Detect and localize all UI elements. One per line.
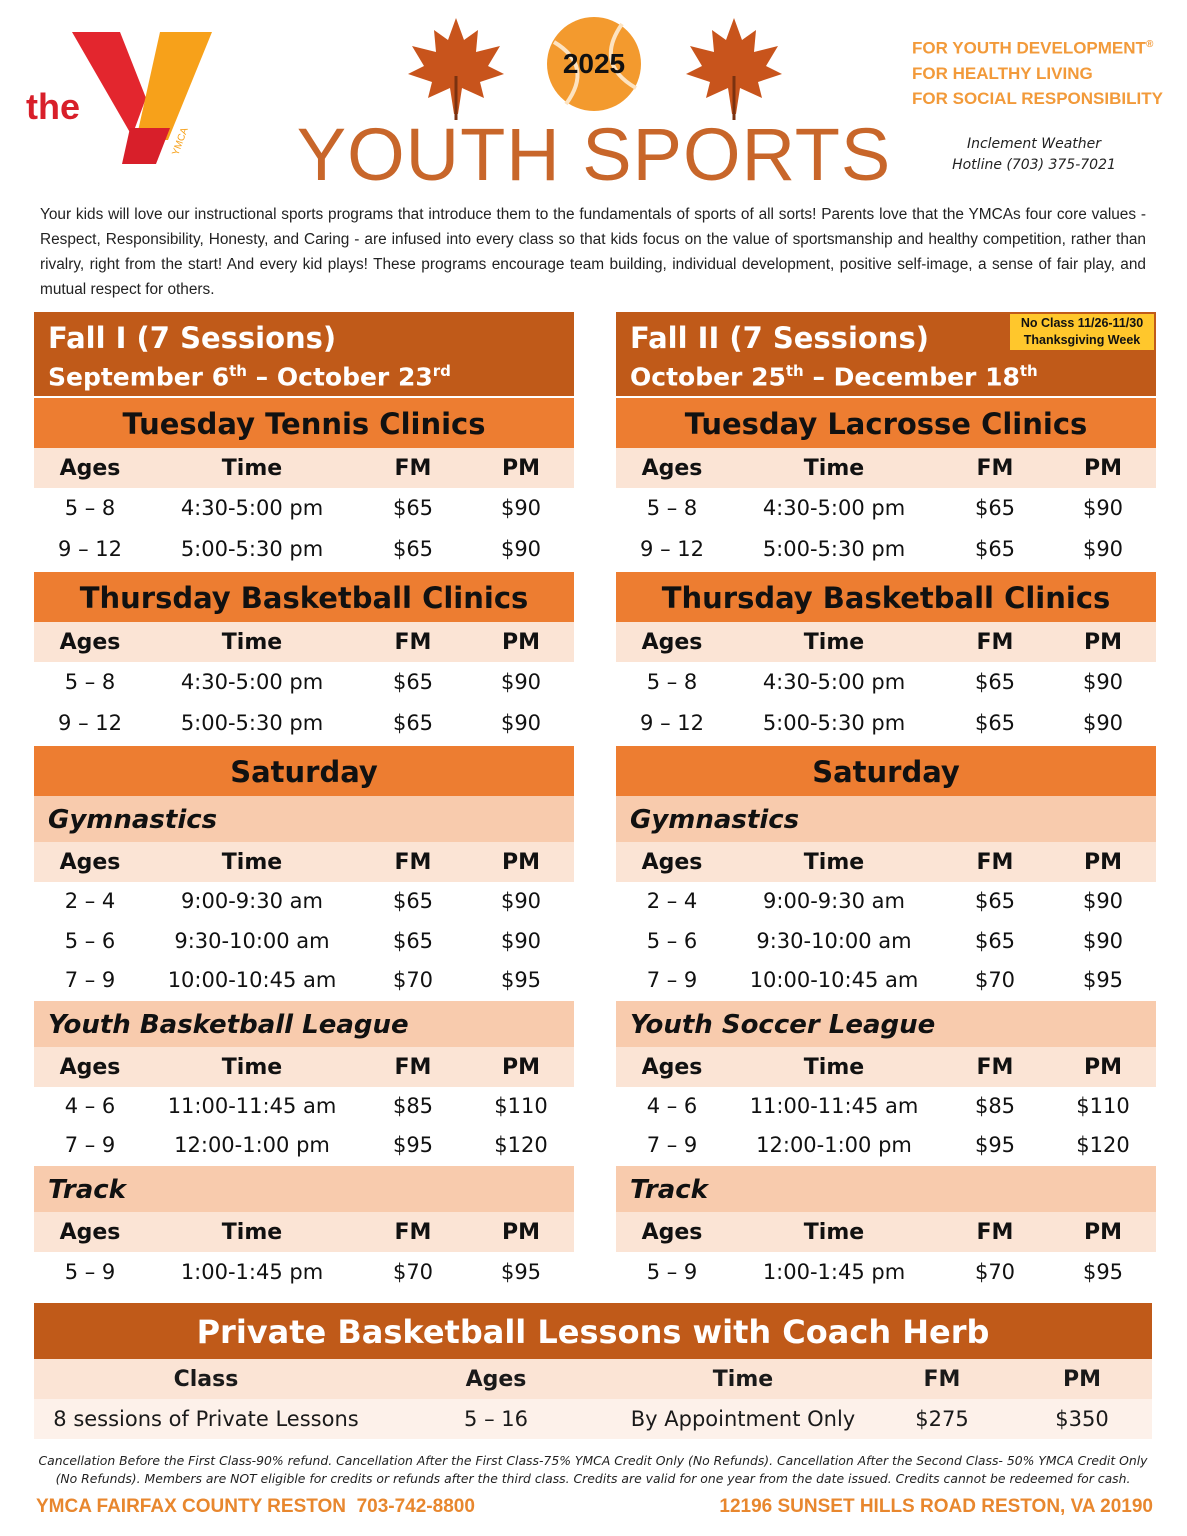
fall1-gymnastics-title: Gymnastics	[34, 796, 574, 842]
table-row	[34, 1252, 574, 1293]
col-pm: PM	[501, 1219, 541, 1245]
table-row	[616, 1126, 1156, 1166]
cell-ages: 5 – 8	[646, 670, 698, 694]
col-pm: PM	[1083, 630, 1123, 655]
cell-ages: 5 – 8	[64, 670, 116, 694]
table-row	[34, 662, 574, 703]
col-time: Time	[221, 456, 283, 481]
table-header-row	[34, 1047, 574, 1087]
maple-leaf-icon	[684, 16, 784, 120]
col-fm: FM	[394, 1054, 432, 1080]
cell-fm: $65	[974, 889, 1016, 913]
table-header-row	[34, 1212, 574, 1252]
table-header-row	[616, 1047, 1156, 1087]
fall1-thursday-title: Thursday Basketball Clinics	[34, 572, 574, 622]
fall1-dates: September 6th – October 23rd	[48, 362, 451, 392]
cell-ages: 2 – 4	[646, 889, 698, 913]
footer-address: 12196 SUNSET HILLS ROAD RESTON, VA 20190	[719, 1496, 1153, 1517]
cell-pm: $90	[1082, 537, 1124, 561]
cell-fm: $65	[974, 711, 1016, 735]
maple-leaf-icon	[406, 16, 506, 120]
fall1-header	[34, 312, 574, 396]
table-row	[616, 1252, 1156, 1293]
col-fm: FM	[976, 456, 1014, 481]
table-header-row	[34, 448, 574, 488]
table-header-row	[34, 842, 574, 882]
col-time: Time	[803, 456, 865, 481]
cell-fm: $65	[974, 537, 1016, 561]
cell-pm: $350	[1055, 1407, 1109, 1431]
table-row	[34, 488, 574, 529]
cell-ages: 9 – 12	[640, 537, 704, 561]
col-ages: Ages	[59, 850, 121, 875]
cell-fm: $65	[392, 537, 434, 561]
col-fm: FM	[394, 850, 432, 875]
cell-time: 12:00-1:00 pm	[756, 1133, 912, 1157]
cell-pm: $90	[500, 928, 542, 953]
cell-ages: 7 – 9	[646, 968, 698, 992]
private-lessons-title: Private Basketball Lessons with Coach Herb	[34, 1303, 1152, 1359]
cell-pm: $90	[500, 496, 542, 520]
fall2-league-title: Youth Soccer League	[616, 1001, 1156, 1047]
col-time: Time	[712, 1367, 774, 1392]
table-row	[616, 1087, 1156, 1127]
cell-time: 4:30-5:00 pm	[180, 670, 324, 694]
col-pm: PM	[1083, 1054, 1123, 1080]
cell-fm: $65	[392, 928, 434, 953]
col-fm: FM	[976, 630, 1014, 655]
cell-fm: $65	[974, 928, 1016, 953]
fall1-title: Fall I (7 Sessions)	[48, 321, 337, 355]
col-ages: Ages	[641, 456, 703, 481]
cell-fm: $65	[392, 496, 434, 520]
cell-ages: 7 – 9	[646, 1133, 698, 1157]
col-fm: FM	[394, 1219, 432, 1245]
tagline-3: FOR SOCIAL RESPONSIBILITY	[912, 88, 1163, 108]
cell-fm: $65	[392, 711, 434, 735]
table-row	[616, 662, 1156, 703]
fall2-saturday-title: Saturday	[616, 746, 1156, 796]
col-pm: PM	[501, 850, 541, 875]
table-row	[34, 1126, 574, 1166]
cell-pm: $95	[500, 1259, 542, 1284]
cell-time: 11:00-11:45 am	[167, 1093, 337, 1118]
col-ages: Ages	[641, 630, 703, 655]
col-pm: PM	[1083, 456, 1123, 481]
cell-pm: $90	[1082, 928, 1124, 953]
cell-ages: 9 – 12	[58, 711, 122, 735]
weather-hotline	[944, 134, 1124, 176]
col-ages: Ages	[641, 1219, 703, 1245]
cell-ages: 5 – 6	[64, 928, 116, 953]
cell-ages: 9 – 12	[58, 537, 122, 561]
cancellation-policy: Cancellation Before the First Class-90% refund. Cancellation After the First Class-75% YMCA Credit Only (No Refunds). Cancellation After the Second Class- 50% YMCA Credit Only (No Refunds). Members are NOT eligible for credits or refunds after the third class. Credits are valid for one year from the date issued. Credits cannot be redeemed for cash.	[38, 1453, 1148, 1486]
cell-pm: $90	[500, 537, 542, 561]
cell-fm: $70	[974, 1259, 1016, 1284]
cell-ages: 7 – 9	[64, 1133, 116, 1157]
cell-time: 5:00-5:30 pm	[762, 711, 906, 735]
cell-pm: $90	[1082, 496, 1124, 520]
cell-class: 8 sessions of Private Lessons	[53, 1407, 359, 1431]
col-time: Time	[803, 1054, 865, 1080]
table-row	[34, 529, 574, 570]
table-row	[34, 703, 574, 744]
col-ages: Ages	[59, 1219, 121, 1245]
fall2-title: Fall II (7 Sessions)	[630, 321, 929, 355]
cell-fm: $70	[392, 1259, 434, 1284]
cell-pm: $90	[500, 670, 542, 694]
fall1-saturday-title: Saturday	[34, 746, 574, 796]
cell-time: 4:30-5:00 pm	[762, 670, 906, 694]
cell-fm: $65	[974, 670, 1016, 694]
fall1-tuesday-title: Tuesday Tennis Clinics	[34, 398, 574, 448]
cell-ages: 9 – 12	[640, 711, 704, 735]
cell-time: 5:00-5:30 pm	[180, 711, 324, 735]
cell-fm: $95	[974, 1133, 1016, 1157]
col-ages: Ages	[641, 850, 703, 875]
intro-paragraph: Your kids will love our instructional sports programs that introduce them to the fundamentals of sports of all sorts! Parents love that the YMCAs four core values - Respect, Responsibility, Honesty, and Caring - are infused into every class so that kids focus on the value of sportsmanship and healthy competition, rather than rivalry, right from the start! And every kid plays! These programs encourage team building, individual development, positive self-image, a sense of fair play, and mutual respect for others.	[40, 206, 1146, 298]
cell-pm: $90	[500, 711, 542, 735]
logo-text: the	[26, 86, 80, 127]
cell-fm: $85	[392, 1093, 434, 1118]
cell-fm: $65	[392, 670, 434, 694]
logo-small-text: YMCA	[170, 126, 191, 158]
cell-ages: 5 – 8	[646, 496, 698, 520]
table-row	[616, 961, 1156, 1001]
cell-pm: $90	[500, 889, 542, 913]
cell-pm: $95	[1082, 1259, 1124, 1284]
table-header-row	[616, 842, 1156, 882]
col-pm: PM	[1062, 1367, 1102, 1392]
col-ages: Ages	[59, 630, 121, 655]
fall2-column	[616, 312, 1156, 1293]
fall1-track-title: Track	[34, 1166, 574, 1212]
table-header-row	[34, 622, 574, 662]
cell-pm: $95	[1082, 968, 1124, 992]
cell-pm: $90	[1082, 670, 1124, 694]
fall1-league-title: Youth Basketball League	[34, 1001, 574, 1047]
cell-pm: $120	[1076, 1133, 1130, 1157]
cell-ages: 7 – 9	[64, 968, 116, 992]
cell-time: 10:00-10:45 am	[749, 968, 919, 992]
col-time: Time	[803, 850, 865, 875]
weather-line-1: Inclement Weather	[966, 136, 1102, 152]
cell-fm: $95	[392, 1133, 434, 1157]
cell-pm: $95	[500, 968, 542, 992]
col-time: Time	[803, 630, 865, 655]
col-pm: PM	[1083, 850, 1123, 875]
cell-pm: $110	[1076, 1093, 1130, 1118]
col-ages: Ages	[59, 1054, 121, 1080]
col-ages: Ages	[465, 1367, 527, 1392]
col-time: Time	[803, 1219, 865, 1245]
col-class: Class	[173, 1367, 239, 1392]
cell-time: 5:00-5:30 pm	[762, 537, 906, 561]
table-row	[34, 961, 574, 1001]
table-row	[616, 922, 1156, 962]
page-title: YOUTH SPORTS	[296, 113, 892, 196]
year-label: 2025	[562, 48, 626, 79]
cell-time: 9:00-9:30 am	[763, 889, 905, 913]
cell-fm: $85	[974, 1093, 1016, 1118]
table-header-row	[616, 448, 1156, 488]
cell-time: 4:30-5:00 pm	[762, 496, 906, 520]
cell-ages: 5 – 6	[646, 928, 698, 953]
registered-mark: ®	[1145, 39, 1154, 50]
fall2-gymnastics-title: Gymnastics	[616, 796, 1156, 842]
cell-time: 4:30-5:00 pm	[180, 496, 324, 520]
table-row	[616, 488, 1156, 529]
fall2-header	[616, 312, 1156, 396]
cell-time: 11:00-11:45 am	[749, 1093, 919, 1118]
tagline-1: FOR YOUTH DEVELOPMENT	[912, 38, 1146, 58]
tagline-2: FOR HEALTHY LIVING	[912, 63, 1093, 83]
no-class-line-2: Thanksgiving Week	[1023, 333, 1141, 347]
cell-fm: $70	[392, 968, 434, 992]
cell-ages: 5 – 16	[464, 1407, 528, 1431]
table-row	[34, 882, 574, 922]
cell-ages: 5 – 9	[646, 1259, 698, 1284]
cell-pm: $90	[1082, 711, 1124, 735]
cell-time: 10:00-10:45 am	[167, 968, 337, 992]
table-header-row	[34, 1359, 1152, 1399]
footer-contact: YMCA FAIRFAX COUNTY RESTON 703-742-8800	[36, 1496, 475, 1517]
cell-time: 1:00-1:45 pm	[180, 1259, 324, 1284]
col-fm: FM	[394, 456, 432, 481]
table-row	[34, 922, 574, 962]
table-row	[616, 703, 1156, 744]
cell-time: 1:00-1:45 pm	[762, 1259, 906, 1284]
col-pm: PM	[1083, 1219, 1123, 1245]
cell-ages: 2 – 4	[64, 889, 116, 913]
cell-fm: $70	[974, 968, 1016, 992]
fall2-track-title: Track	[616, 1166, 1156, 1212]
cell-ages: 5 – 9	[64, 1259, 116, 1284]
col-fm: FM	[976, 1219, 1014, 1245]
fall2-thursday-title: Thursday Basketball Clinics	[616, 572, 1156, 622]
cell-time: 9:00-9:30 am	[181, 889, 323, 913]
fall1-column	[34, 312, 574, 1293]
table-header-row	[616, 1212, 1156, 1252]
col-pm: PM	[501, 1054, 541, 1080]
weather-line-2: Hotline (703) 375-7021	[952, 157, 1116, 173]
col-time: Time	[221, 850, 283, 875]
cell-ages: 4 – 6	[646, 1093, 698, 1118]
col-ages: Ages	[641, 1054, 703, 1080]
cell-fm: $65	[974, 496, 1016, 520]
table-row	[34, 1087, 574, 1127]
cell-pm: $110	[494, 1093, 548, 1118]
taglines	[912, 32, 1163, 111]
col-pm: PM	[501, 630, 541, 655]
cell-pm: $120	[494, 1133, 548, 1157]
ymca-y-logo-icon	[70, 28, 220, 168]
cell-time: 9:30-10:00 am	[174, 928, 330, 953]
table-row	[616, 529, 1156, 570]
no-class-badge	[1010, 314, 1154, 350]
cell-fm: $275	[915, 1407, 969, 1431]
cell-fm: $65	[392, 889, 434, 913]
ymca-logo	[26, 28, 206, 168]
cell-time: By Appointment Only	[630, 1407, 856, 1431]
cell-pm: $90	[1082, 889, 1124, 913]
col-fm: FM	[976, 1054, 1014, 1080]
cell-time: 9:30-10:00 am	[756, 928, 912, 953]
cell-time: 5:00-5:30 pm	[180, 537, 324, 561]
fall2-tuesday-title: Tuesday Lacrosse Clinics	[616, 398, 1156, 448]
col-fm: FM	[923, 1367, 961, 1392]
col-ages: Ages	[59, 456, 121, 481]
col-pm: PM	[501, 456, 541, 481]
cell-ages: 5 – 8	[64, 496, 116, 520]
private-lessons-section	[34, 1303, 1152, 1439]
cell-time: 12:00-1:00 pm	[174, 1133, 330, 1157]
table-row	[616, 882, 1156, 922]
col-time: Time	[221, 630, 283, 655]
col-fm: FM	[394, 630, 432, 655]
col-time: Time	[221, 1054, 283, 1080]
table-header-row	[616, 622, 1156, 662]
cell-ages: 4 – 6	[64, 1093, 116, 1118]
table-row	[34, 1399, 1152, 1439]
fall2-dates: October 25th – December 18th	[630, 362, 1038, 392]
col-time: Time	[221, 1219, 283, 1245]
no-class-line-1: No Class 11/26-11/30	[1020, 316, 1144, 330]
col-fm: FM	[976, 850, 1014, 875]
